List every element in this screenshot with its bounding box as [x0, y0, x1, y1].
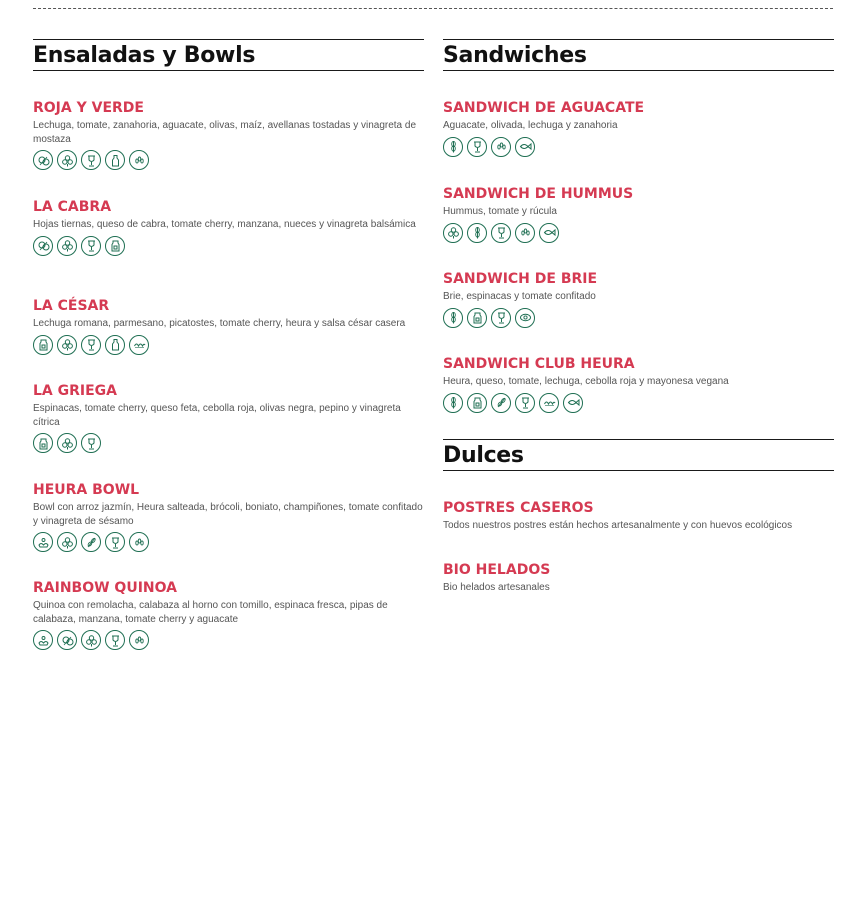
sesame-icon	[129, 630, 149, 650]
milk-icon	[467, 308, 487, 328]
celery-icon	[57, 150, 77, 170]
mustard-icon	[491, 223, 511, 243]
gluten-icon	[443, 393, 463, 413]
nuts-icon	[33, 236, 53, 256]
item-description: Aguacate, olivada, lechuga y zanahoria	[443, 120, 618, 131]
item-name: ROJA Y VERDE	[33, 100, 144, 116]
section-title: Dulces	[443, 442, 524, 468]
mustard-icon	[105, 532, 125, 552]
nuts-icon	[33, 150, 53, 170]
menu-item	[443, 270, 834, 355]
item-name: SANDWICH DE HUMMUS	[443, 186, 634, 202]
sulphite-icon	[105, 150, 125, 170]
sesame-icon	[129, 532, 149, 552]
milk-icon	[33, 433, 53, 453]
soy-icon	[539, 393, 559, 413]
item-description: Todos nuestros postres están hechos artesanalmente y con huevos ecológicos	[443, 520, 793, 531]
sesame-icon	[491, 137, 511, 157]
celery-icon	[57, 236, 77, 256]
section-title: Ensaladas y Bowls	[33, 42, 256, 68]
allergen-icons	[443, 393, 834, 413]
soy-icon	[129, 335, 149, 355]
item-description: Espinacas, tomate cherry, queso feta, cebolla roja, olivas negra, pepino y vinagreta cítrica	[33, 403, 401, 428]
mustard-icon	[81, 150, 101, 170]
top-dashed-divider	[33, 8, 833, 9]
item-description: Lechuga romana, parmesano, picatostes, tomate cherry, heura y salsa césar casera	[33, 318, 406, 329]
mustard-icon	[515, 393, 535, 413]
lupin-icon	[33, 532, 53, 552]
item-name: SANDWICH CLUB HEURA	[443, 356, 635, 372]
column-sandwiches-desserts	[443, 39, 834, 595]
allergen-icons	[33, 630, 424, 650]
menu-item	[443, 99, 834, 185]
allergen-icons	[33, 532, 424, 552]
peanut-icon	[491, 393, 511, 413]
menu-item	[33, 99, 424, 198]
section-header-ensaladas	[33, 39, 424, 71]
egg-icon	[515, 308, 535, 328]
mustard-icon	[81, 236, 101, 256]
item-name: LA GRIEGA	[33, 383, 117, 399]
item-name: BIO HELADOS	[443, 562, 551, 578]
menu-item	[33, 579, 424, 650]
item-description: Heura, queso, tomate, lechuga, cebolla roja y mayonesa vegana	[443, 376, 729, 387]
allergen-icons	[33, 335, 424, 355]
peanut-icon	[81, 532, 101, 552]
celery-icon	[81, 630, 101, 650]
celery-icon	[57, 335, 77, 355]
item-name: LA CÉSAR	[33, 298, 110, 314]
mustard-icon	[81, 433, 101, 453]
mustard-icon	[105, 630, 125, 650]
column-salads	[33, 39, 424, 650]
allergen-icons	[443, 223, 834, 243]
fish-icon	[563, 393, 583, 413]
allergen-icons	[33, 433, 424, 453]
menu-item	[443, 355, 834, 439]
gluten-icon	[443, 308, 463, 328]
menu-item	[443, 499, 834, 561]
milk-icon	[33, 335, 53, 355]
section-header-sandwiches	[443, 39, 834, 71]
nuts-icon	[57, 630, 77, 650]
item-name: HEURA BOWL	[33, 482, 140, 498]
item-description: Hojas tiernas, queso de cabra, tomate cherry, manzana, nueces y vinagreta balsámica	[33, 219, 416, 230]
menu-item	[33, 382, 424, 481]
item-name: LA CABRA	[33, 199, 112, 215]
celery-icon	[57, 532, 77, 552]
item-name: SANDWICH DE BRIE	[443, 271, 598, 287]
menu-item	[33, 297, 424, 382]
sulphite-icon	[105, 335, 125, 355]
celery-icon	[57, 433, 77, 453]
gluten-icon	[443, 137, 463, 157]
mustard-icon	[467, 137, 487, 157]
milk-icon	[105, 236, 125, 256]
milk-icon	[467, 393, 487, 413]
sesame-icon	[129, 150, 149, 170]
fish-icon	[515, 137, 535, 157]
mustard-icon	[81, 335, 101, 355]
allergen-icons	[33, 236, 424, 256]
celery-icon	[443, 223, 463, 243]
item-description: Bio helados artesanales	[443, 582, 550, 593]
allergen-icons	[443, 137, 834, 157]
allergen-icons	[443, 308, 834, 328]
menu-item	[33, 198, 424, 297]
menu-item	[33, 481, 424, 579]
item-description: Brie, espinacas y tomate confitado	[443, 291, 596, 302]
item-description: Quinoa con remolacha, calabaza al horno con tomillo, espinaca fresca, pipas de calabaza, manzana, tomate cherry y aguacate	[33, 600, 388, 625]
menu-item	[443, 185, 834, 270]
item-description: Hummus, tomate y rúcula	[443, 206, 557, 217]
item-name: SANDWICH DE AGUACATE	[443, 100, 645, 116]
section-header-dulces	[443, 439, 834, 471]
gluten-icon	[467, 223, 487, 243]
item-name: RAINBOW QUINOA	[33, 580, 177, 596]
mustard-icon	[491, 308, 511, 328]
item-description: Bowl con arroz jazmín, Heura salteada, brócoli, boniato, champiñones, tomate confitado y vinagreta de sésamo	[33, 502, 423, 527]
fish-icon	[539, 223, 559, 243]
allergen-icons	[33, 150, 424, 170]
item-description: Lechuga, tomate, zanahoria, aguacate, olivas, maíz, avellanas tostadas y vinagreta de mostaza	[33, 120, 417, 145]
section-title: Sandwiches	[443, 42, 587, 68]
item-name: POSTRES CASEROS	[443, 500, 594, 516]
menu-item	[443, 561, 834, 595]
sesame-icon	[515, 223, 535, 243]
lupin-icon	[33, 630, 53, 650]
